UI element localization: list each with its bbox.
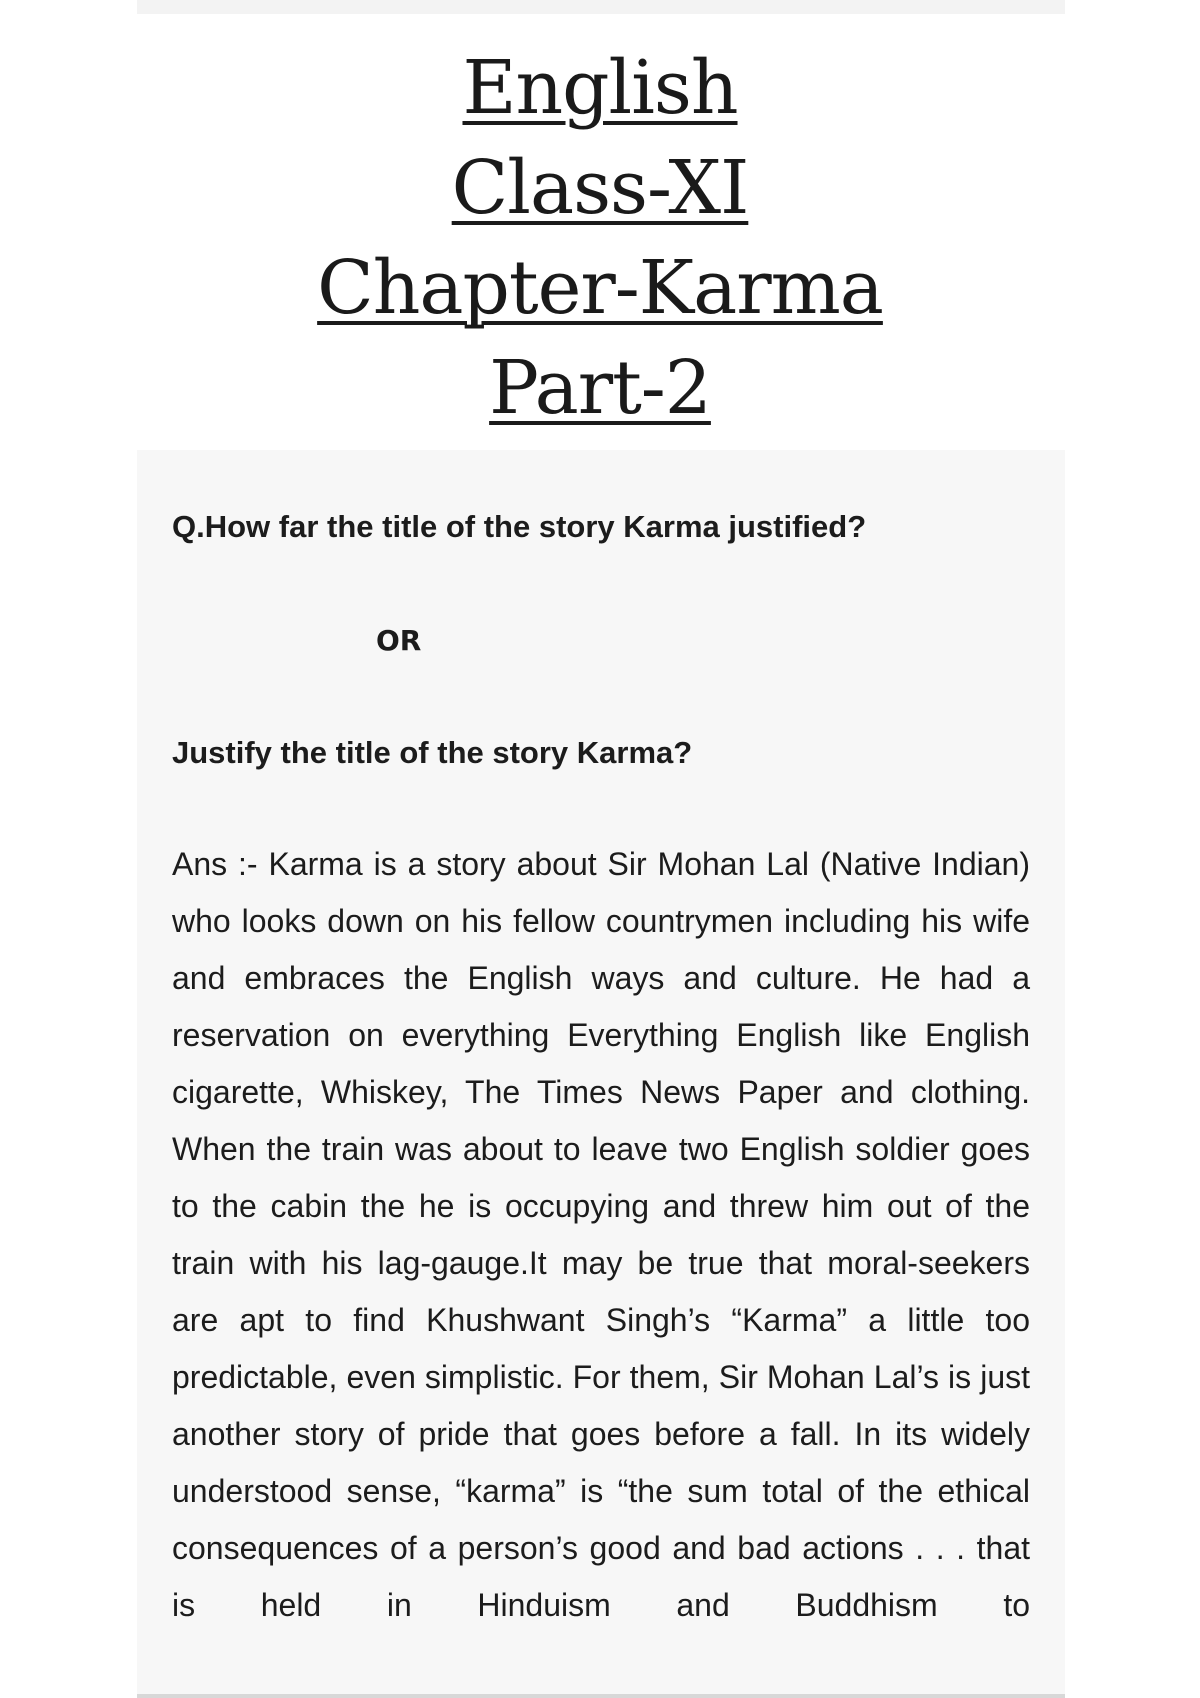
page-top-strip — [137, 0, 1065, 14]
question-answer-section — [172, 498, 1030, 1634]
or-separator: OR — [376, 624, 422, 657]
answer-paragraph: Ans :- Karma is a story about Sir Mohan Lal (Native Indian) who looks down on his fellow countrymen including his wife and embraces the English ways and culture. He had a reservation on everything Everything English like English cigarette, Whiskey, The Times News Paper and clothing. When the train was about to leave two English soldier goes to the cabin the he is occupying and threw him out of the train with his lag-gauge.It may be true that moral-seekers are apt to find Khushwant Singh’s “Karma” a little too predictable, even simplistic. For them, Sir Mohan Lal’s is just another story of pride that goes before a fall. In its widely understood sense, “karma” is “the sum total of the ethical consequences of a person’s good and bad actions . . . that is held in Hinduism and Buddhism to — [172, 846, 1030, 1623]
question-primary: Q.How far the title of the story Karma justified? — [172, 509, 867, 544]
title-class: Class-XI — [451, 145, 749, 231]
page-bottom-edge — [137, 1694, 1065, 1698]
title-chapter: Chapter-Karma — [317, 245, 883, 331]
title-part: Part-2 — [489, 345, 711, 431]
title-subject: English — [462, 45, 738, 131]
document-title — [0, 40, 1200, 440]
question-alternate: Justify the title of the story Karma? — [172, 735, 693, 770]
